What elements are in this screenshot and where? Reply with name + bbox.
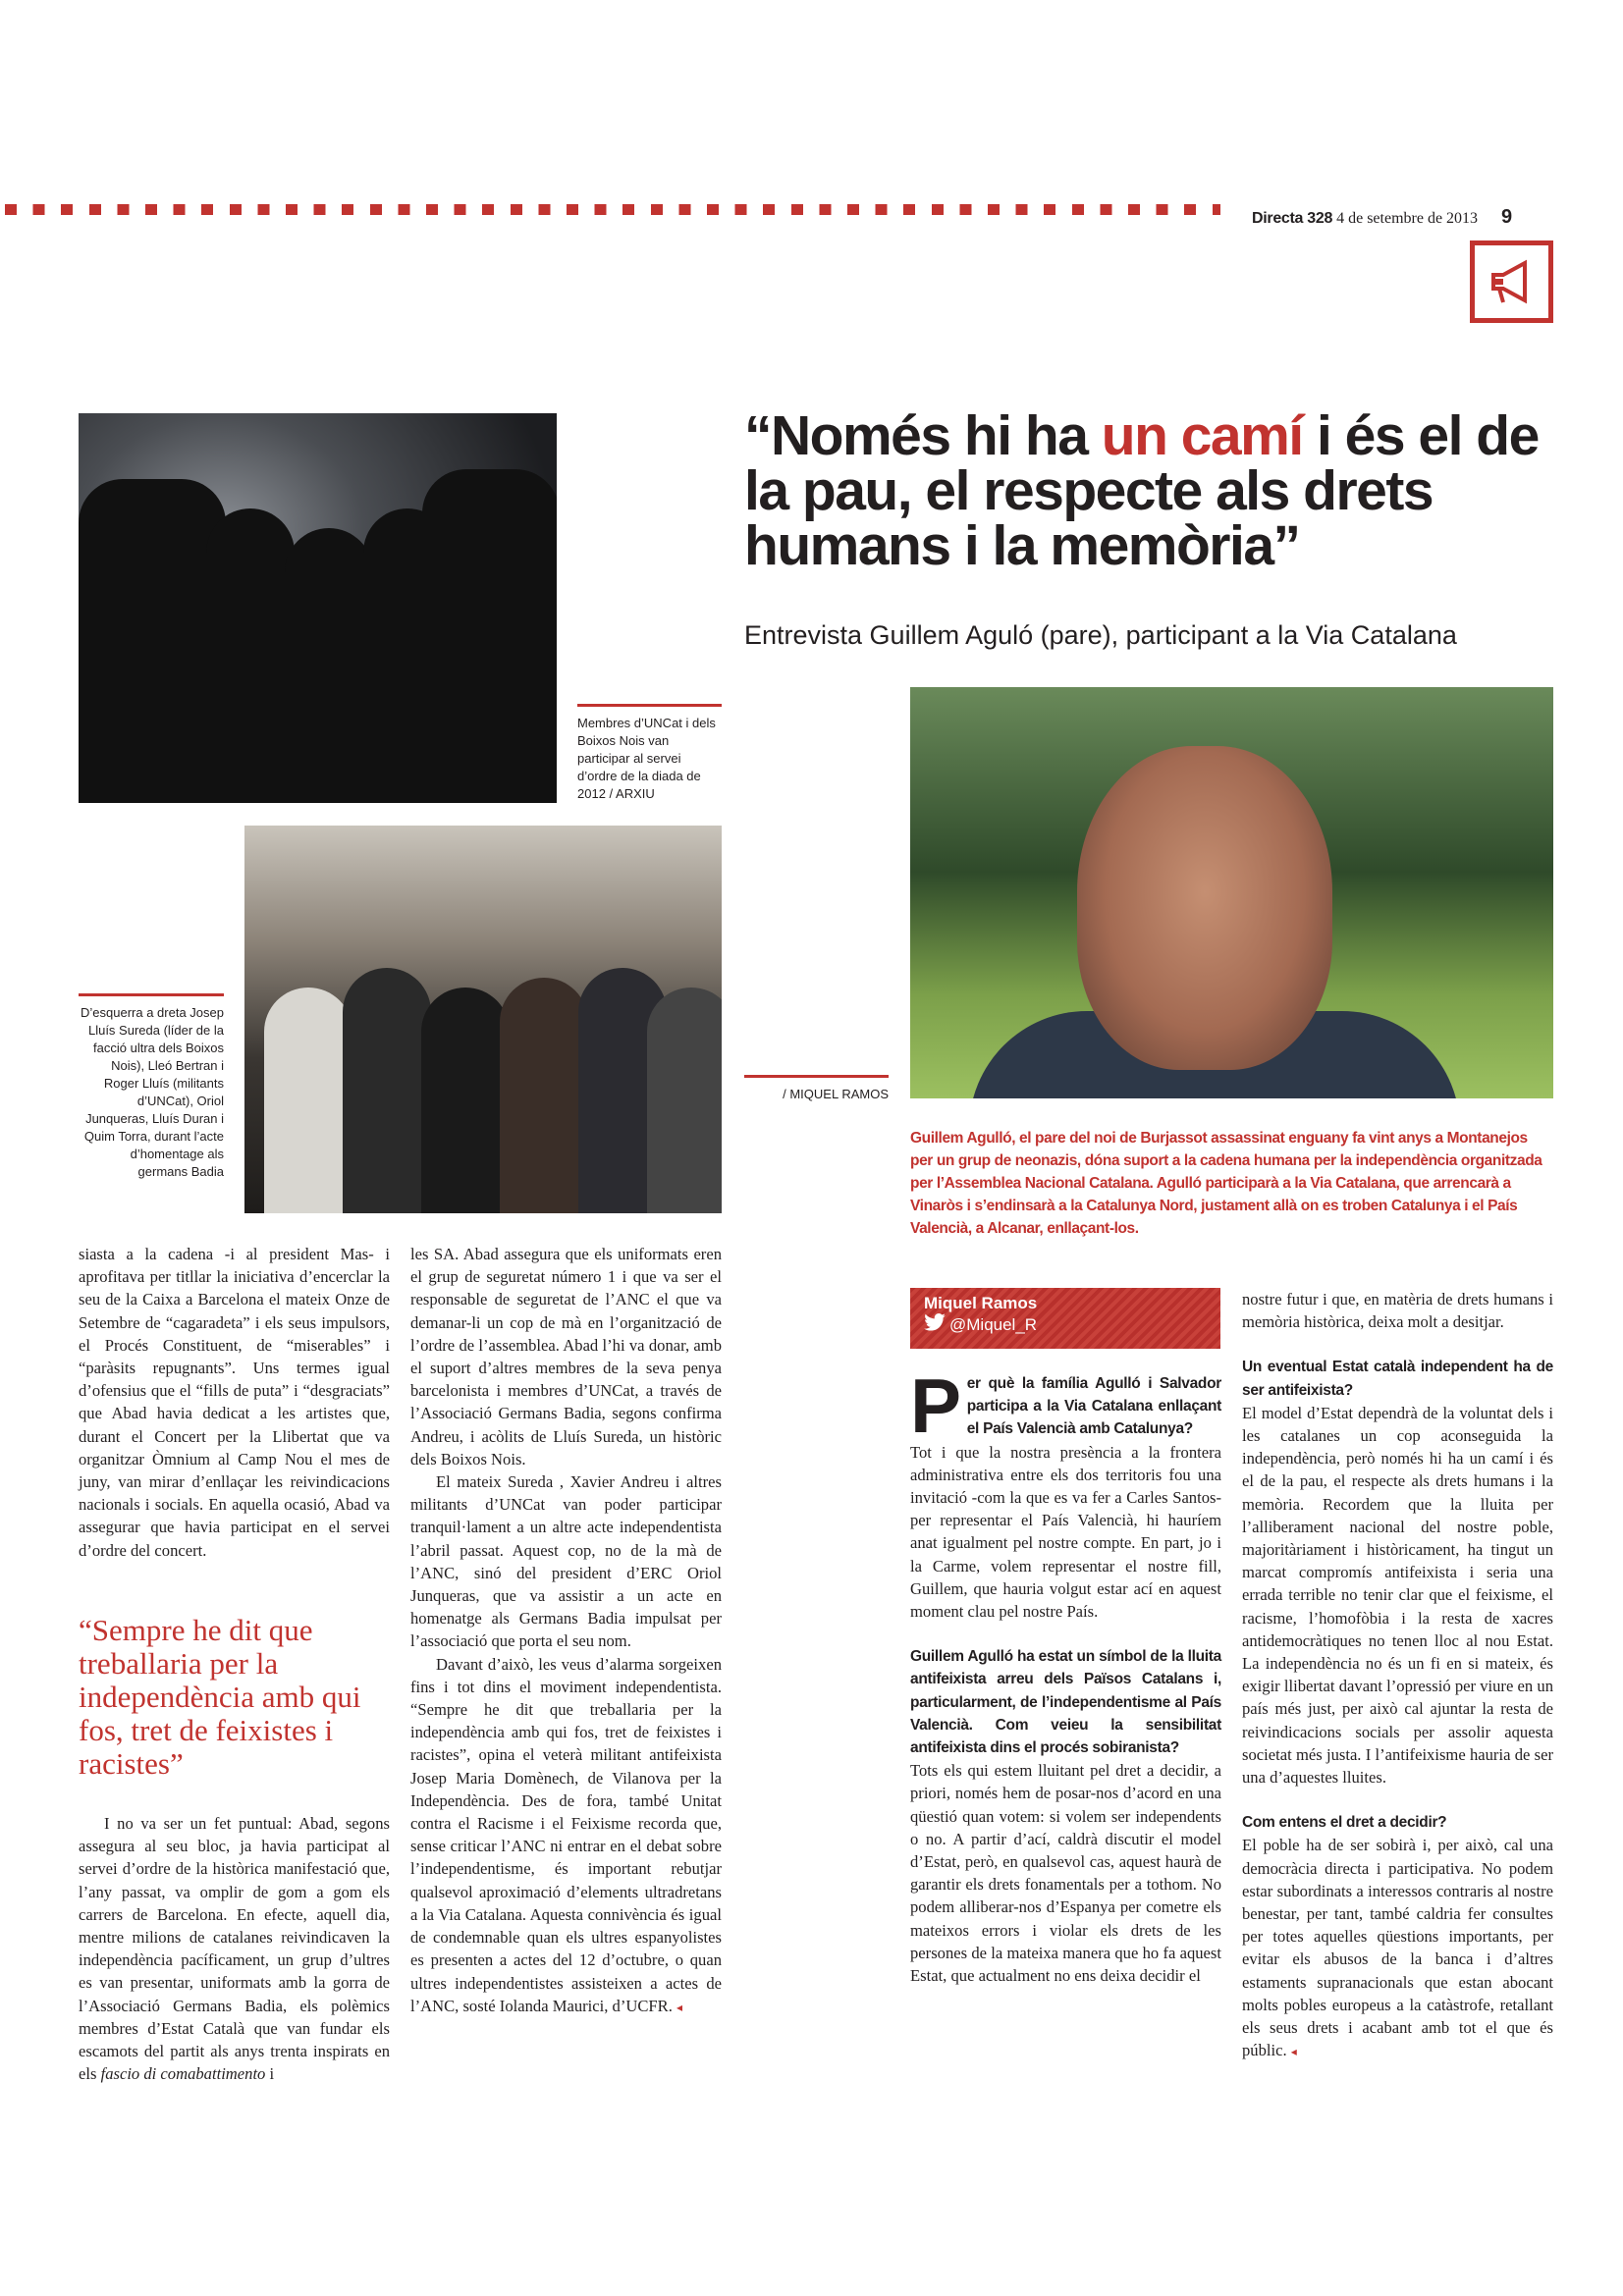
twitter-bird-icon (924, 1313, 946, 1336)
lede: Guillem Agulló, el pare del noi de Burjassot assassinat enguany fa vint anys a Montanejos per un grup de neonazis, dóna suport a la cadena humana per la independència organitzada per l’Assemblea Nacional Catalana. Agulló participarà a la Via Catalana, que arrencarà a Vinaròs i s’endinsarà a la Catalunya Nord, justament allà on es troben Catalunya i el País Valencià, a Alcanar, enllaçant-los. (910, 1130, 1542, 1237)
photo-homage-badia (244, 826, 722, 1213)
photo-guillem-agullo-father (910, 687, 1553, 1098)
interview-answer: Tot i que la nostra presència a la frontera administrativa entre els dos territoris fou una invitació -com la que es va fer a Carles Santos- per representar el País Valencià, hi hauríem anat igualment pel nostre compte. En part, jo i la Carme, volem representar el nostre fill, Guillem, que hauria volgut estar ací en aquest moment clau pel nostre País. (910, 1442, 1221, 1622)
headline: “Només hi ha un camí i és el de la pau, el respecte als drets humans i la memòria” (744, 404, 1539, 577)
interview-question: Per què la família Agulló i Salvador participa a la Via Catalana enllaçant el País Valencià amb Catalunya? (910, 1362, 1221, 1449)
column-1-continued (79, 1812, 390, 2085)
author-twitter-handle[interactable]: @Miquel_R (949, 1314, 1038, 1334)
paragraph: I no va ser un fet puntual: Abad, segons assegura al seu bloc, ja havia participat al servei d’ordre de la històrica manifestació que, l’any passat, va omplir de gom a gom els carrers de Barcelona. En efecte, aquell dia, mentre milions de catalanes reivindicaven la independència pacíficament, un grup d’ultres es van presentar, uniformats amb la gorra de l’Associació Germans Badia, els polèmics membres d’Estat Català que van fundar els escamots del partit als anys trenta inspirats en els fascio di comabattimento i (79, 1814, 390, 2084)
issue-date: 4 de setembre de 2013 (1336, 210, 1479, 227)
interview-answer: El poble ha de ser sobirà i, per això, cal una democràcia directa i participativa. No podem estar subordinats a interessos contraris al nostre benestar, per tant, també caldria fer consultes per totes aquelles qüestions importants, per evitar els abusos de la banca i d’altres estaments supranacionals que estan abocant molts pobles europeus a la catàstrofe, retallant els seus drets i acabant amb tot el que és públic. ◂ (1242, 1836, 1553, 2060)
drop-cap: P (910, 1362, 961, 1449)
column-2 (410, 1243, 722, 2019)
interview-question: Com entens el dret a decidir? (1242, 1814, 1447, 1832)
photo2-caption: D’esquerra a dreta Josep Lluís Sureda (líder de la facció ultra dels Boixos Nois), Lleó Bertran i Roger Lluís (militants d’UNCat), Oriol Junqueras, Lluís Duran i Quim Torra, durant l’acte d’homentage als germans Badia (79, 993, 224, 1181)
author-name: Miquel Ramos (924, 1294, 1038, 1312)
paragraph: les SA. Abad assegura que els uniformats eren el grup de seguretat número 1 i que va ser el responsable de seguretat de l’ANC el que va demanar-li un cop de mà en l’organització de l’ordre de l’assemblea. Abad l’hi va donar, amb el suport d’altres membres de la seva penya barcelonista i membres d’UNCat, a través de l’Associació Germans Badia, segons confirma Andreu, i acòlits de Lluís Sureda, un històric dels Boixos Nois. (410, 1245, 722, 1468)
megaphone-icon (1470, 240, 1553, 323)
interview-question: Guillem Agulló ha estat un símbol de la lluita antifeixista arreu dels Països Catalans i, particularment, de l’independentisme al País Valencià. Com veieu la sensibilitat antifeixista dins el procés sobiranista? (910, 1648, 1221, 1757)
headline-highlight: un camí (1101, 404, 1303, 467)
interview-answer: Tots els qui estem lluitant pel dret a decidir, a priori, només hem de posar-nos d’acord en una qüestió quan votem: si volem ser independents o no. A partir d’ací, caldrà discutir el model d’Estat, però, en qualsevol cas, aquest haurà de garantir els drets fonamentals per a tothom. No podem alliberar-nos d’Espanya per cometre els mateixos errors i violar els drets de les persones de la mateixa manera que ho fa aquest Estat, que actualment no ens deixa decidir el (910, 1761, 1221, 1986)
page-number: 9 (1501, 206, 1513, 228)
paragraph: El mateix Sureda , Xavier Andreu i altres militants d’UNCat van poder participar tranquil·lament a un altre acte independentista l’abril passat. Aquest cop, no de la mà de l’ANC, sinó del president d’ERC Oriol Junqueras, que va assistir a un acte en homenatge als Germans Badia impulsat per l’associació que porta el seu nom. (410, 1472, 722, 1651)
photo-uncat-service-order (79, 413, 557, 803)
column-3 (910, 1362, 1221, 2054)
paragraph: siasta a la cadena -i al president Mas- i aprofitava per titllar la iniciativa d’encerclar la seu de la Caixa a Barcelona el mateix Onze de Setembre de “cagaradeta” i els seus impulsors, el Procés Constituent, de “miserables” i “paràsits repugnants”. Uns termes igual d’ofensius que el “fills de puta” i “desgraciats” que Abad havia dedicat a les artistes que, durant el Concert per la Llibertat que va organitzar Òmnium al Camp Nou el mes de juny, van mirar d’enllaçar les reivindicacions nacionals i socials. En aquella ocasió, Abad va assegurar que havia participat en el servei d’ordre del concert. (79, 1245, 390, 1560)
page-header (1252, 206, 1512, 229)
photo1-caption: Membres d’UNCat i dels Boixos Nois van participar al servei d’ordre de la diada de 2012 / ARXIU (577, 704, 722, 803)
subtitle: Entrevista Guillem Aguló (pare), participant a la Via Catalana (744, 620, 1457, 650)
decorative-dashed-rule (5, 204, 1220, 215)
interview-question: Un eventual Estat català independent ha de ser antifeixista? (1242, 1359, 1553, 1399)
pull-quote: “Sempre he dit que treballaria per la independència amb qui fos, tret de feixistes i racistes” (79, 1613, 361, 1781)
column-4 (1242, 1288, 1553, 2064)
author-box (910, 1288, 1220, 1349)
photo3-credit: / MIQUEL RAMOS (744, 1075, 889, 1103)
paragraph: Davant d’això, les veus d’alarma sorgeixen fins i tot dins el moviment independentista. “Sempre he dit que treballaria per la independència amb qui fos, tret de feixistes i racistes”, opina el veterà militant antifeixista Josep Maria Domènech, de Vilanova per la Independència. Des de fora, també Unitat contra el Racisme i el Feixisme recorda que, sense criticar l’ANC ni entrar en el debat sobre l’independentisme, és important rebutjar qualsevol aproximació d’elements ultradretans a la Via Catalana. Aquesta connivència és igual de condemnable quan els ultres espanyolistes es presenten a actes del 12 d’octubre, o quan ultres independentistes assisteixen a actes de l’ANC, sosté Iolanda Maurici, d’UCFR. ◂ (410, 1654, 722, 2015)
interview-answer-continued: nostre futur i que, en matèria de drets humans i memòria històrica, deixa molt a desitjar. (1242, 1290, 1553, 1332)
column-1 (79, 1243, 390, 1562)
interview-answer: El model d’Estat dependrà de la voluntat dels i les catalanes un cop aconseguida la independència, però només hi ha un camí i és el de la pau, el respecte als drets humans i la memòria. Recordem que la lluita per l’alliberament nacional del nostre poble, majoritàriament i històricament, ha tingut un marcat compromís antifeixista i seria una errada terrible no tenir clar que el feixisme, el racisme, l’homofòbia i la resta de xacres antidemocràtiques no tenen lloc al nou Estat. La independència no és un fi en si mateix, és exigir llibertat davant l’opressió per viure en un país més just, per això cal ajuntar la resta de reivindicacions socials per assolir aquesta societat més justa. I l’antifeixisme hauria de ser una d’aquestes lluites. (1242, 1403, 1553, 1788)
publication-name: Directa 328 (1252, 210, 1333, 227)
end-mark-icon: ◂ (1290, 2045, 1297, 2059)
end-mark-icon: ◂ (676, 2000, 683, 2014)
